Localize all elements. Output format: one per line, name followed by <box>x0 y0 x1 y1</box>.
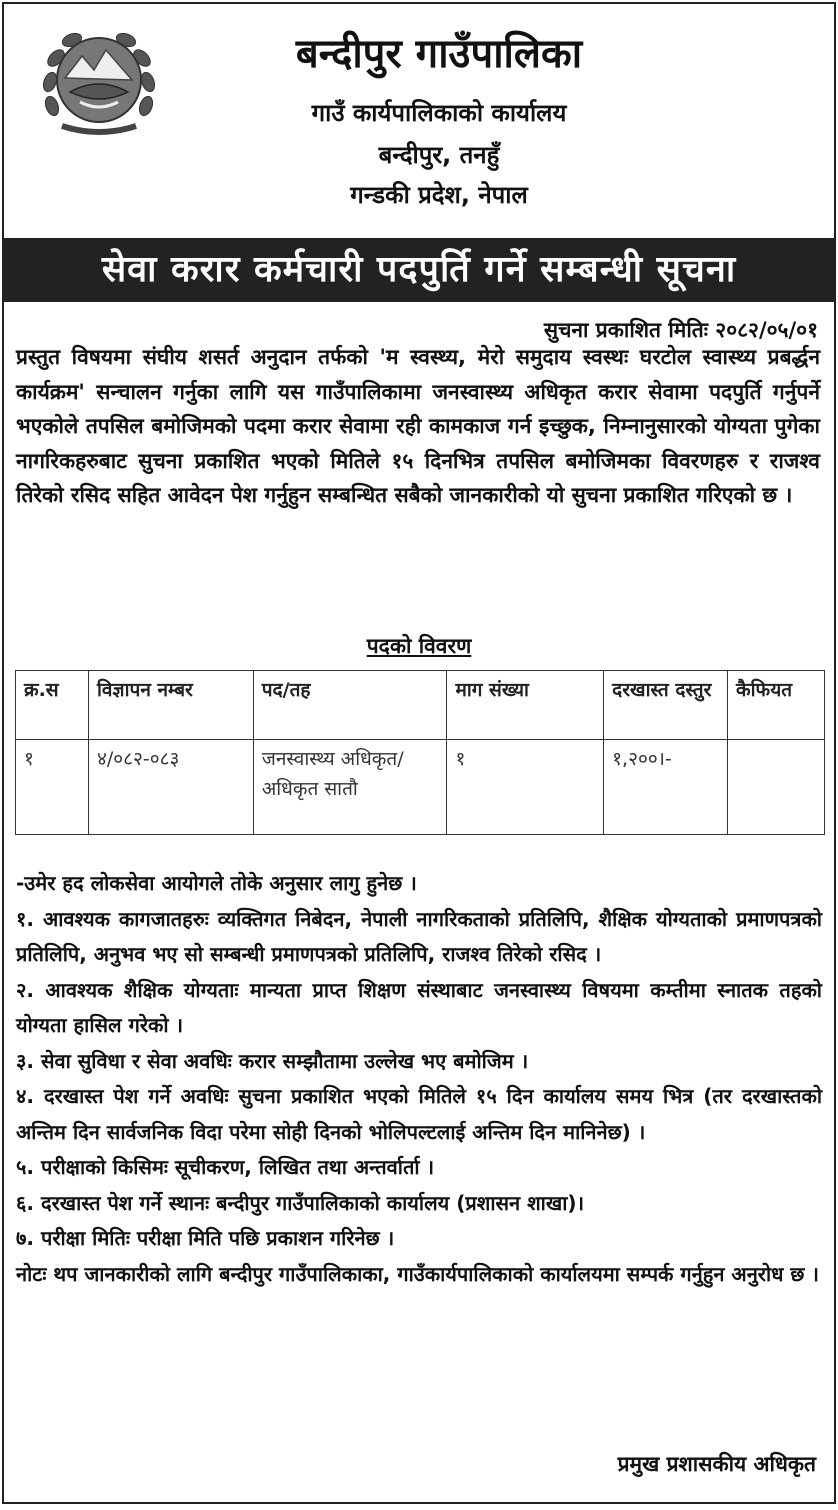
signatory-designation: प्रमुख प्रशासकीय अधिकृत <box>617 1452 816 1476</box>
condition-exam-type: ५. परीक्षाको किसिमः सूचीकरण, लिखित तथा अन्तर्वार्ता । <box>16 1155 435 1179</box>
table-row <box>16 740 825 835</box>
condition-qualification: २. आवश्यक शैक्षिक योग्यताः मान्यता प्राप्त शिक्षण संस्थाबाट जनस्वास्थ्य विषयमा कम्तीमा स्नातक तहको योग्यता हासिल गरेको । <box>16 977 822 1037</box>
header-demand-count: माग संख्या <box>447 671 604 740</box>
condition-documents: १. आवश्यक कागजातहरुः व्यक्तिगत निबेदन, नेपाली नागरिकताको प्रतिलिपि, शैक्षिक योग्यताको प्रमाणपत्रको प्रतिलिपि, अनुभव भए सो सम्बन्धी प्रमाणपत्रको प्रतिलिपि, राजश्व तिरेको रसिद । <box>16 906 822 966</box>
condition-exam-date: ७. परीक्षा मितिः परीक्षा मिति पछि प्रकाशन गरिनेछ । <box>16 1226 395 1250</box>
table-header-row <box>16 671 825 740</box>
office-location: बन्दीपुर, तनहुँ <box>378 141 500 169</box>
cell-application-fee: १,२००।- <box>604 740 728 835</box>
cell-ad-number: ४/०८२-०८३ <box>88 740 253 835</box>
conditions-list <box>16 866 822 1292</box>
cell-post-level: जनस्वास्थ्य अधिकृत/अधिकृत सातौ <box>253 740 447 835</box>
cell-demand-count: १ <box>447 740 604 835</box>
header-remarks: कैफियत <box>728 671 825 740</box>
cell-remarks <box>728 740 825 835</box>
emblem-icon <box>32 22 166 140</box>
office-name: गाउँ कार्यपालिकाको कार्यालय <box>311 99 567 127</box>
notice-intro: प्रस्तुत विषयमा संघीय शसर्त अनुदान तर्फको 'म स्वस्थ्य, मेरो समुदाय स्वस्थः घरटोल स्वास्थ्य प्रबर्द्धन कार्यक्रम' सन्चालन गर्नुका लागि यस गाउँपालिकामा जनस्वास्थ्य अधिकृत करार सेवामा पदपुर्ति गर्नुपर्ने भएकोले तपसिल बमोजिमको पदमा करार सेवामा रही कामकाज गर्न इच्छुक, निम्नानुसारको योग्यता पुगेका नागरिकहरुबाट सुचना प्रकाशित भएको मितिले १५ दिनभित्र तपसिल बमोजिमका विवरणहरु र राजश्व तिरेको रसिद सहित आवेदन पेश गर्नुहुन सम्बन्धित सबैको जानकारीको यो सुचना प्रकाशित गरिएको छ । <box>16 345 820 507</box>
header-ad-number: विज्ञापन नम्बर <box>88 671 253 740</box>
header-sn: क्र.स <box>16 671 89 740</box>
condition-application-period: ४. दरखास्त पेश गर्ने अवधिः सुचना प्रकाशित भएको मितिले १५ दिन कार्यालय समय भित्र (तर दरखास्तको अन्तिम दिन सार्वजनिक विदा परेमा सोही दिनको भोलिपल्टलाई अन्तिम दिन मानिनेछ) । <box>16 1084 822 1144</box>
header-application-fee: दरखास्त दस्तुर <box>604 671 728 740</box>
notice-banner: सेवा करार कर्मचारी पदपुर्ति गर्ने सम्बन्धी सूचना <box>4 238 834 302</box>
condition-application-place: ६. दरखास्त पेश गर्ने स्थानः बन्दीपुर गाउँपालिकाको कार्यालय (प्रशासन शाखा)। <box>16 1190 585 1215</box>
post-details-table <box>15 670 825 835</box>
municipality-title: बन्दीपुर गाउँपालिका <box>295 31 583 77</box>
table-caption: पदको विवरण <box>366 634 472 658</box>
age-limit-note: -उमेर हद लोकसेवा आयोगले तोके अनुसार लागु हुनेछ । <box>16 871 417 895</box>
publish-date: सुचना प्रकाशित मितिः २०८२/०५/०१ <box>543 318 818 342</box>
government-emblem <box>32 22 166 140</box>
notice-document <box>2 2 836 1504</box>
contact-note: नोटः थप जानकारीको लागि बन्दीपुर गाउँपालिकाका, गाउँकार्यपालिकाको कार्यालयमा सम्पर्क गर्नुहुन अनुरोध छ । <box>16 1261 819 1286</box>
office-province: गन्डकी प्रदेश, नेपाल <box>350 181 528 209</box>
header-post-level: पद/तह <box>253 671 447 740</box>
cell-sn: १ <box>16 740 89 835</box>
condition-service: ३. सेवा सुविधा र सेवा अवधिः करार सम्झौतामा उल्लेख भए बमोजिम । <box>16 1048 529 1073</box>
